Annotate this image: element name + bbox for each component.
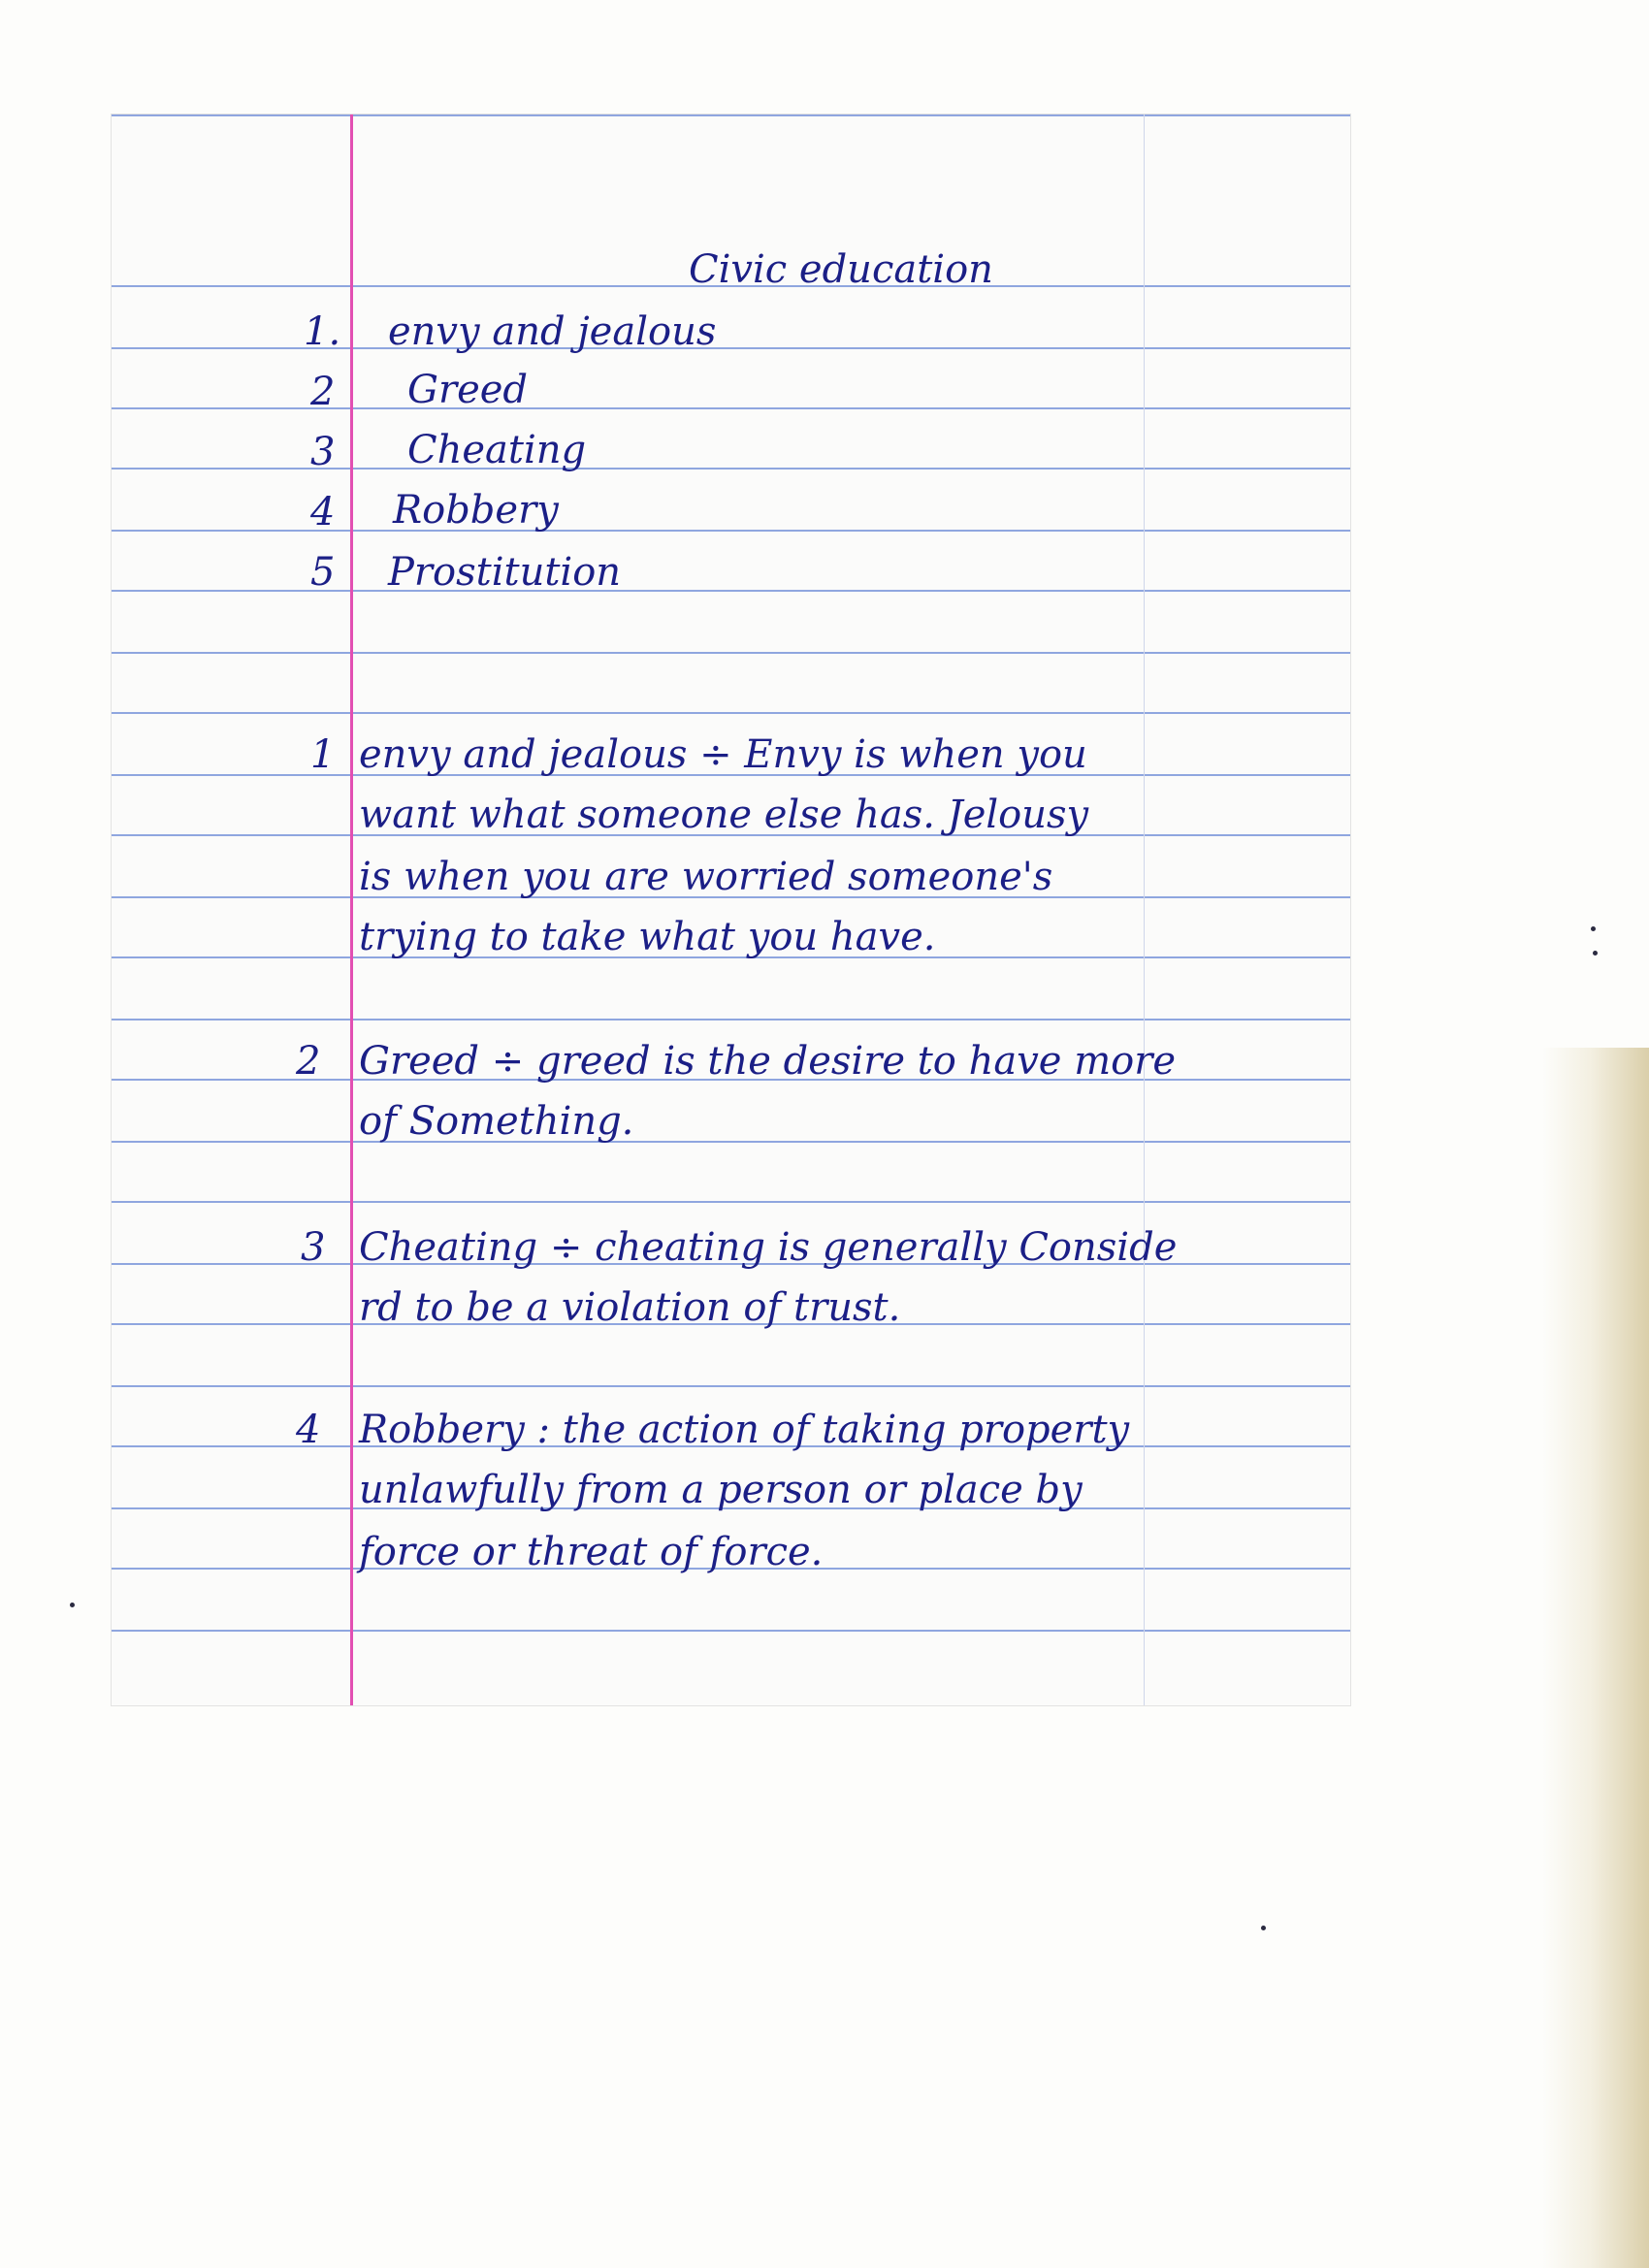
page-title: Civic education [689,247,993,292]
ruled-line [112,590,1350,592]
ruled-line [112,1141,1350,1143]
definition-line: Robbery : the action of taking property [359,1408,1130,1452]
definition-number: 2 [296,1039,321,1084]
scan-speck [70,1603,75,1607]
ruled-line [112,530,1350,532]
scan-speck [1593,951,1598,956]
list-item: Cheating [407,428,587,472]
left-margin-line [350,114,353,1705]
ruled-line [112,1385,1350,1387]
definition-line: is when you are worried someone's [359,855,1053,899]
ruled-line [112,114,1350,116]
ruled-line [112,407,1350,409]
definition-line: force or threat of force. [359,1530,824,1574]
ruled-line [112,652,1350,654]
list-number: 1. [304,309,341,354]
definition-line: of Something. [359,1099,634,1144]
right-margin-line [1144,114,1145,1705]
ruled-line [112,1201,1350,1203]
definition-line: Cheating ÷ cheating is generally Conside [359,1225,1178,1270]
definition-line: trying to take what you have. [359,915,936,959]
lined-paper-sheet [112,114,1350,1705]
definition-line: Greed ÷ greed is the desire to have more [359,1039,1176,1084]
list-number: 2 [310,370,336,414]
ruled-line [112,347,1350,349]
list-number: 5 [310,550,336,595]
ruled-line [112,468,1350,470]
definition-line: want what someone else has. Jelousy [359,793,1089,837]
definition-line: unlawfully from a person or place by [359,1468,1083,1512]
definition-line: envy and jealous ÷ Envy is when you [359,732,1087,777]
definition-number: 4 [296,1408,321,1452]
definition-number: 3 [301,1225,326,1270]
scan-speck [1591,926,1596,931]
list-item: Greed [407,368,529,412]
list-item: Robbery [393,488,559,533]
ruled-line [112,712,1350,714]
list-item: envy and jealous [388,309,717,354]
paper-stain [1542,1048,1649,2268]
list-item: Prostitution [388,550,622,595]
list-number: 3 [310,430,336,474]
ruled-line [112,1019,1350,1021]
scan-speck [1261,1926,1266,1930]
list-number: 4 [310,490,336,535]
definition-number: 1 [310,732,336,777]
ruled-line [112,1630,1350,1632]
definition-line: rd to be a violation of trust. [359,1285,901,1330]
